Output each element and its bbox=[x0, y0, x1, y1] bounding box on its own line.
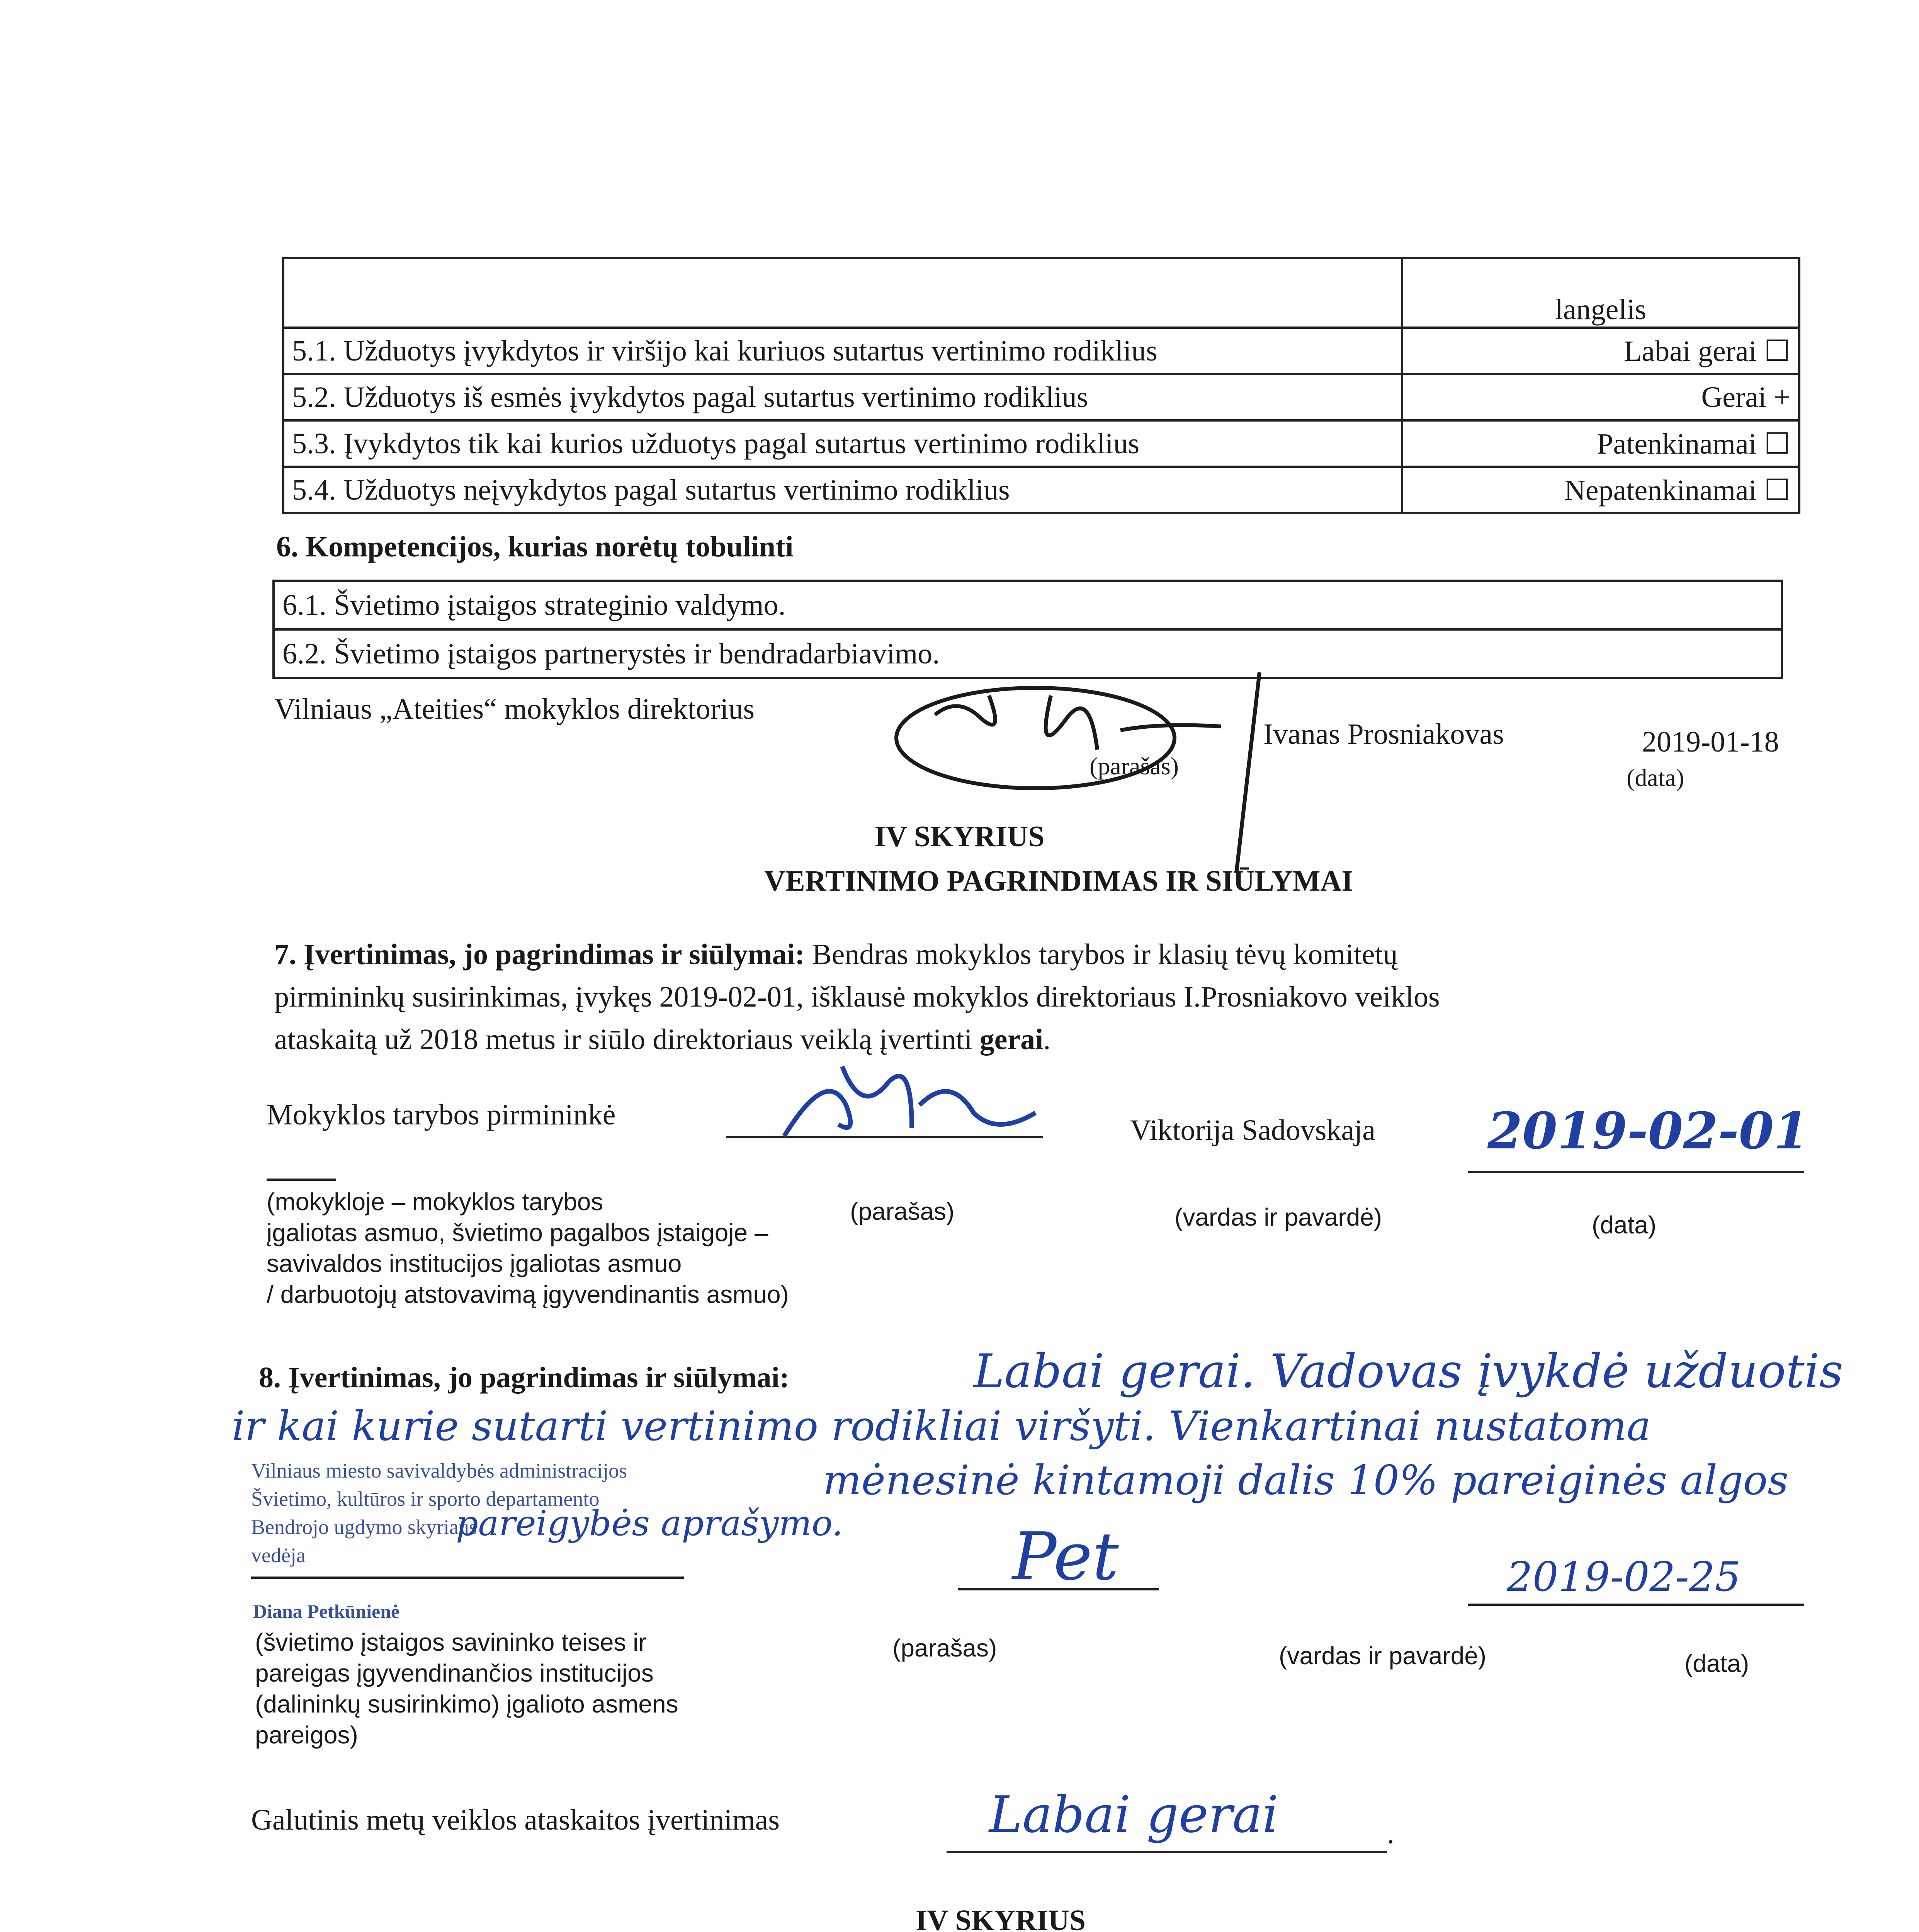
chapter-number-2: IV SKYRIUS bbox=[916, 1904, 1086, 1932]
section-8-sign-line bbox=[958, 1588, 1159, 1590]
section-8-sign-label: (parašas) bbox=[892, 1634, 997, 1662]
stamp-line bbox=[251, 1577, 684, 1579]
section-8-hand-line-1: Labai gerai. Vadovas įvykdė užduotis bbox=[974, 1345, 1843, 1398]
council-date: 2019-02-01 bbox=[1487, 1101, 1809, 1160]
section-8-hand-line-3: mėnesinė kintamoji dalis 10% pareiginės algos bbox=[823, 1457, 1789, 1504]
table-row: 5.3. Įvykdytos tik kai kurios užduotys pagal sutartus vertinimo rodiklius Patenkinamai ☐ bbox=[283, 420, 1799, 467]
chapter-title: VERTINIMO PAGRINDIMAS IR SIŪLYMAI bbox=[764, 865, 1353, 897]
final-label: Galutinis metų veiklos ataskaitos įvertinimas bbox=[251, 1804, 780, 1836]
assessment-table bbox=[282, 257, 1800, 514]
section-8-signature: Pet bbox=[1012, 1519, 1119, 1595]
council-name: Viktorija Sadovskaja bbox=[1130, 1114, 1375, 1146]
chapter-number: IV SKYRIUS bbox=[874, 820, 1045, 853]
council-label: Mokyklos tarybos pirmininkė bbox=[267, 1099, 616, 1131]
council-date-label: (data) bbox=[1592, 1211, 1657, 1239]
section-8-hand-line-2: ir kai kurie sutarti vertinimo rodikliai viršyti. Vienkartinai nustatoma bbox=[232, 1403, 1651, 1450]
table-row: 5.1. Užduotys įvykdytos ir viršijo kai kuriuos sutartus vertinimo rodiklius Labai gerai ☐ bbox=[283, 328, 1799, 374]
section-8-lead: 8. Įvertinimas, jo pagrindimas ir siūlymai: bbox=[259, 1361, 789, 1394]
director-name: Ivanas Prosniakovas bbox=[1263, 718, 1504, 750]
final-line bbox=[947, 1851, 1387, 1853]
council-date-line bbox=[1468, 1171, 1804, 1173]
section-7-line-1: 7. Įvertinimas, jo pagrindimas ir siūlymai: Bendras mokyklos tarybos ir klasių tėvų komitetų bbox=[274, 938, 1398, 971]
table-header-left bbox=[283, 258, 1402, 328]
section-8-hand-line-4: pareigybės aprašymo. bbox=[456, 1503, 843, 1544]
council-sign-label: (parašas) bbox=[850, 1197, 955, 1225]
table-row: 6.1. Švietimo įstaigos strateginio valdymo. bbox=[274, 581, 1782, 629]
council-name-label: (vardas ir pavardė) bbox=[1175, 1203, 1382, 1231]
section-8-note: (švietimo įstaigos savininko teises ir pareigas įgyvendinančios institucijos (dalininkų susirinkimo) įgalioto asmens pareigos) bbox=[255, 1628, 678, 1749]
table-row: 5.4. Užduotys neįvykdytos pagal sutartus vertinimo rodiklius Nepatenkinamai ☐ bbox=[283, 467, 1799, 513]
council-note: (mokykloje – mokyklos tarybos įgaliotas asmuo, švietimo pagalbos įstaigoje – savivaldos institucijos įgaliotas asmuo / darbuotojų atstovavimą įgyvendinantis asmuo) bbox=[267, 1188, 789, 1308]
table-row: 5.2. Užduotys iš esmės įvykdytos pagal sutartus vertinimo rodiklius Gerai + bbox=[283, 374, 1799, 420]
stamp-name: Diana Petkūnienė bbox=[253, 1600, 400, 1622]
table-header-right: langelis bbox=[1402, 258, 1799, 328]
stamp: Vilniaus miesto savivaldybės administracijos Švietimo, kultūros ir sporto departamento Bendrojo ugdymo skyriaus vedėja bbox=[251, 1459, 627, 1567]
competencies-table bbox=[272, 580, 1783, 679]
section-8-date: 2019-02-25 bbox=[1507, 1553, 1741, 1600]
final-hand: Labai gerai bbox=[989, 1785, 1278, 1844]
section-7-line-2: pirmininkų susirinkimas, įvykęs 2019-02-01, išklausė mokyklos direktoriaus I.Prosniakovo veiklos bbox=[274, 981, 1440, 1013]
section-7-line-3: ataskaitą už 2018 metus ir siūlo direktoriaus veiklą įvertinti gerai. bbox=[274, 1023, 1051, 1056]
section-6-title: 6. Kompetencijos, kurias norėtų tobulinti bbox=[276, 531, 794, 563]
director-date-label: (data) bbox=[1627, 764, 1684, 791]
section-7-lead: 7. Įvertinimas, jo pagrindimas ir siūlymai: bbox=[274, 938, 805, 971]
section-8-date-label: (data) bbox=[1684, 1650, 1749, 1677]
final-end: . bbox=[1387, 1817, 1394, 1850]
director-date: 2019-01-18 bbox=[1642, 726, 1779, 758]
section-8-date-line bbox=[1468, 1604, 1804, 1606]
council-signature bbox=[773, 1059, 1043, 1151]
table-row: 6.2. Švietimo įstaigos partnerystės ir bendradarbiavimo. bbox=[274, 629, 1782, 678]
section-8-name-label: (vardas ir pavardė) bbox=[1279, 1642, 1487, 1670]
council-note-line bbox=[267, 1179, 336, 1181]
director-role: Vilniaus „Ateities“ mokyklos direktorius bbox=[274, 693, 755, 725]
director-sign-label: (parašas) bbox=[1090, 752, 1179, 780]
